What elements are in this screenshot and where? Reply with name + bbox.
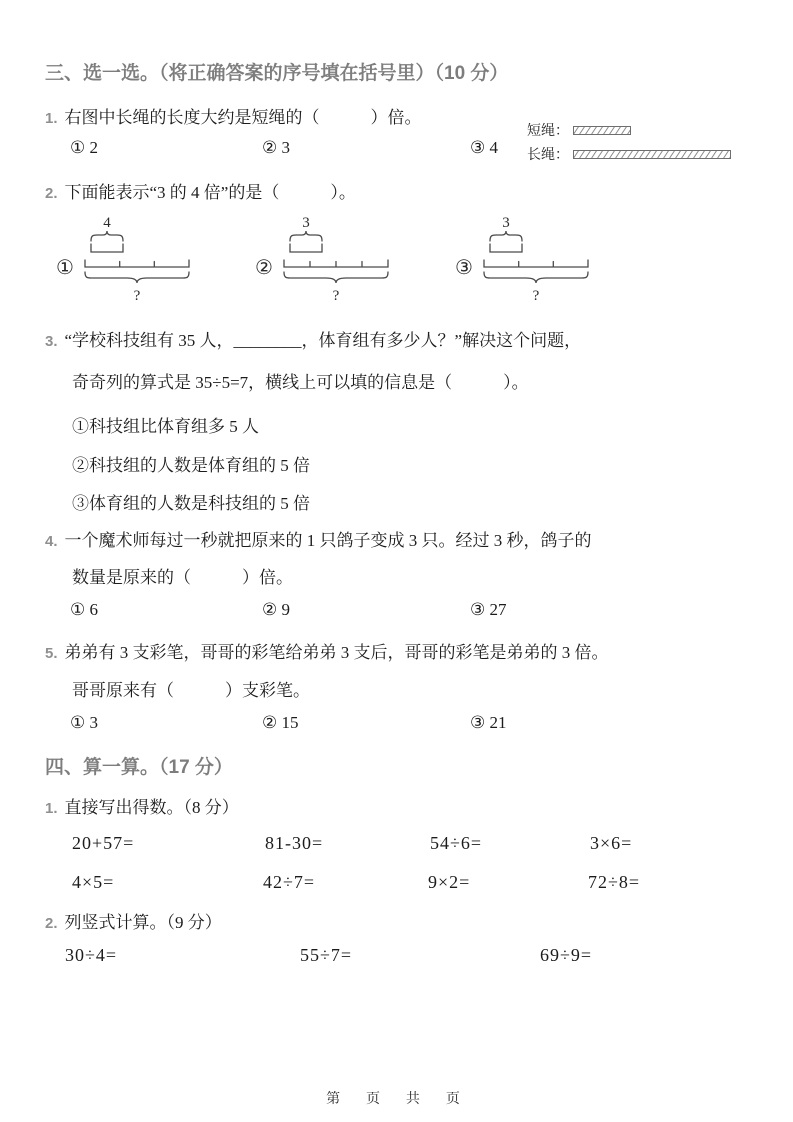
q5-option-1: ① 3 bbox=[70, 713, 98, 732]
calc-problem: 4×5= bbox=[72, 872, 115, 892]
question-3-line2: 奇奇列的算式是 35÷5=7，横线上可以填的信息是（ ）。 bbox=[72, 373, 529, 392]
vertical-calc-problem: 69÷9= bbox=[540, 945, 593, 965]
q4-option-3: ③ 27 bbox=[470, 600, 507, 619]
question-1-number: 1. bbox=[45, 110, 58, 127]
calc-problem: 54÷6= bbox=[430, 833, 483, 853]
short-rope-bar bbox=[573, 126, 631, 135]
tape-diagram-2-svg bbox=[276, 214, 401, 306]
tape-diagram-1-svg bbox=[77, 214, 202, 306]
section4-sub1 bbox=[45, 795, 239, 822]
diagram-1-unit-segment bbox=[91, 244, 123, 252]
q4-option-1: ① 6 bbox=[70, 600, 98, 619]
section-3-title: 三、选一选。（将正确答案的序号填在括号里）（10 分） bbox=[45, 63, 509, 84]
diagram-2-underbrace bbox=[284, 272, 388, 283]
diagram-1-bar bbox=[85, 260, 189, 267]
page-footer: 第 页 共 页 bbox=[326, 1090, 467, 1106]
question-5 bbox=[45, 640, 609, 667]
diagram-2-circle-label: ② bbox=[255, 255, 273, 279]
question-5-line1: 弟弟有 3 支彩笔，哥哥的彩笔给弟弟 3 支后，哥哥的彩笔是弟弟的 3 倍。 bbox=[64, 643, 609, 662]
diagram-1-top-value: 4 bbox=[103, 215, 111, 231]
diagram-1-overbrace bbox=[91, 231, 123, 241]
diagram-2-question-mark: ? bbox=[332, 288, 340, 304]
diagram-3-overbrace bbox=[490, 231, 522, 241]
short-rope-label: 短绳： bbox=[527, 124, 569, 139]
tape-diagram-1 bbox=[56, 214, 202, 306]
diagram-1-question-mark: ? bbox=[133, 288, 141, 304]
vertical-calc-problem: 55÷7= bbox=[300, 945, 353, 965]
diagram-2-top-value: 3 bbox=[302, 215, 310, 231]
q1-option-3: ③ 4 bbox=[470, 138, 498, 157]
section4-sub2 bbox=[45, 910, 222, 937]
long-rope-bar bbox=[573, 150, 731, 159]
question-2 bbox=[45, 180, 356, 207]
vertical-calc-problem: 30÷4= bbox=[65, 945, 118, 965]
section-4-title: 四、算一算。（17 分） bbox=[45, 757, 233, 778]
diagram-2-unit-segment bbox=[290, 244, 322, 252]
section4-sub1-text: 直接写出得数。（8 分） bbox=[64, 798, 239, 817]
calc-problem: 81-30= bbox=[265, 833, 324, 853]
calc-problem: 9×2= bbox=[428, 872, 471, 892]
long-rope-row bbox=[527, 142, 731, 166]
diagram-3-bar bbox=[484, 260, 588, 267]
calc-problem: 3×6= bbox=[590, 833, 633, 853]
question-5-line2: 哥哥原来有（ ）支彩笔。 bbox=[72, 681, 310, 700]
question-4 bbox=[45, 528, 592, 555]
long-rope-label: 长绳： bbox=[527, 148, 569, 163]
diagram-3-circle-label: ③ bbox=[455, 255, 473, 279]
calc-problem: 20+57= bbox=[72, 833, 135, 853]
q5-option-3: ③ 21 bbox=[470, 713, 507, 732]
diagram-2-bar bbox=[284, 260, 388, 267]
tape-diagram-3 bbox=[455, 214, 601, 306]
section4-sub2-text: 列竖式计算。（9 分） bbox=[64, 913, 222, 932]
q3-option-1: ①科技组比体育组多 5 人 bbox=[72, 417, 259, 436]
q4-option-2: ② 9 bbox=[262, 600, 290, 619]
rope-legend bbox=[527, 118, 731, 166]
q3-option-3: ③体育组的人数是科技组的 5 倍 bbox=[72, 494, 310, 513]
calc-problem: 72÷8= bbox=[588, 872, 641, 892]
calc-problem: 42÷7= bbox=[263, 872, 316, 892]
q1-option-2: ② 3 bbox=[262, 138, 290, 157]
q1-option-1: ① 2 bbox=[70, 138, 98, 157]
diagram-3-underbrace bbox=[484, 272, 588, 283]
tape-diagram-3-svg bbox=[476, 214, 601, 306]
diagram-3-top-value: 3 bbox=[502, 215, 510, 231]
question-2-number: 2. bbox=[45, 185, 58, 202]
question-4-number: 4. bbox=[45, 533, 58, 550]
q3-option-2: ②科技组的人数是体育组的 5 倍 bbox=[72, 456, 310, 475]
question-3-number: 3. bbox=[45, 333, 58, 350]
question-4-line2: 数量是原来的（ ）倍。 bbox=[72, 568, 293, 587]
diagram-3-question-mark: ? bbox=[532, 288, 540, 304]
question-1 bbox=[45, 105, 422, 132]
diagram-1-underbrace bbox=[85, 272, 189, 283]
diagram-1-circle-label: ① bbox=[56, 255, 74, 279]
question-1-text: 右图中长绳的长度大约是短绳的（ ）倍。 bbox=[64, 108, 422, 127]
section4-sub1-number: 1. bbox=[45, 800, 58, 817]
question-2-text: 下面能表示“3 的 4 倍”的是（ ）。 bbox=[64, 183, 356, 202]
diagram-2-overbrace bbox=[290, 231, 322, 241]
question-4-line1: 一个魔术师每过一秒就把原来的 1 只鸽子变成 3 只。经过 3 秒，鸽子的 bbox=[64, 531, 592, 550]
question-3 bbox=[45, 328, 581, 355]
short-rope-row bbox=[527, 118, 731, 142]
tape-diagram-2 bbox=[255, 214, 401, 306]
diagram-3-unit-segment bbox=[490, 244, 522, 252]
section4-sub2-number: 2. bbox=[45, 915, 58, 932]
question-3-line1: “学校科技组有 35 人，________，体育组有多少人？”解决这个问题， bbox=[64, 331, 582, 350]
question-5-number: 5. bbox=[45, 645, 58, 662]
q5-option-2: ② 15 bbox=[262, 713, 299, 732]
